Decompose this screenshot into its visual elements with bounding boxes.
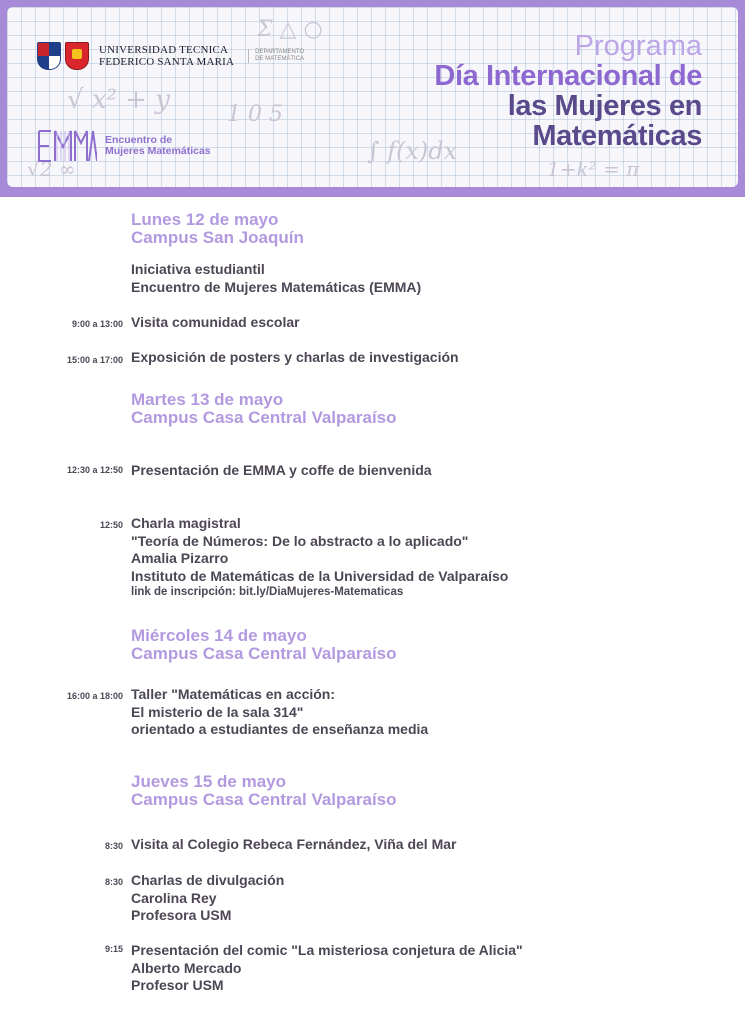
event-time: 8:30	[104, 877, 123, 887]
event-line: Iniciativa estudiantil	[131, 261, 265, 277]
registration-link[interactable]: link de inscripción: bit.ly/DiaMujeres-Matematicas	[131, 586, 404, 598]
title-line4: Matemáticas	[532, 120, 702, 152]
day-date: Jueves 15 de mayo	[131, 772, 286, 791]
day-date: Lunes 12 de mayo	[131, 210, 279, 229]
event-line: Amalia Pizarro	[131, 550, 229, 566]
title-line2: Día Internacional de	[434, 60, 702, 92]
event-time: 12:30 a 12:50	[66, 465, 123, 475]
department-line1: DEPARTAMENTO	[255, 49, 305, 55]
event-time: 8:30	[104, 841, 123, 851]
event-title: Visita al Colegio Rebeca Fernández, Viña del Mar	[131, 836, 457, 852]
event-line: Taller "Matemáticas en acción:	[131, 686, 336, 702]
event-line: Instituto de Matemáticas de la Universidad de Valparaíso	[131, 567, 509, 584]
emma-name-line1: Encuentro de	[105, 134, 173, 146]
department-line2: DE MATEMÁTICA	[255, 56, 305, 62]
event-time: 15:00 a 17:00	[66, 355, 123, 365]
decorative-math-scribble: 1 0 5	[227, 102, 283, 127]
event-time: 9:15	[104, 944, 123, 954]
day-date: Martes 13 de mayo	[131, 390, 284, 409]
decorative-math-scribble: √ x² + y	[67, 85, 170, 115]
title-line3: las Mujeres en	[507, 90, 702, 122]
day-heading-wednesday	[131, 627, 397, 663]
event-line: Profesor USM	[131, 977, 224, 993]
day-heading-thursday	[131, 773, 397, 809]
emma-logo-icon	[37, 129, 97, 163]
event-title: Exposición de posters y charlas de investigación	[131, 349, 459, 365]
event-time: 12:50	[99, 520, 123, 530]
header-banner	[0, 0, 745, 197]
event-line: Encuentro de Mujeres Matemáticas (EMMA)	[131, 278, 422, 295]
event-keynote	[131, 515, 508, 600]
title-program: Programa	[574, 30, 702, 62]
university-name	[99, 44, 234, 68]
day-date: Miércoles 14 de mayo	[131, 626, 307, 645]
event-line: Charlas de divulgación	[131, 872, 285, 888]
university-name-line2: FEDERICO SANTA MARIA	[99, 56, 235, 68]
day-campus: Campus Casa Central Valparaíso	[131, 790, 397, 809]
university-logo	[37, 42, 304, 70]
decorative-math-scribble: Σ △ ○	[257, 17, 323, 42]
graph-paper-background	[7, 7, 738, 187]
day-heading-tuesday	[131, 391, 397, 427]
page-title	[434, 31, 702, 151]
event-line: Profesora USM	[131, 907, 232, 923]
event-line: Charla magistral	[131, 515, 241, 531]
event-time: 9:00 a 13:00	[71, 319, 123, 329]
day-campus: Campus Casa Central Valparaíso	[131, 644, 397, 663]
event-workshop	[131, 686, 428, 739]
decorative-math-scribble: √2 ∞	[27, 157, 76, 181]
emma-name-line2: Mujeres Matemáticas	[105, 145, 211, 157]
event-title: Visita comunidad escolar	[131, 314, 300, 330]
event-line: "Teoría de Números: De lo abstracto a lo aplicado"	[131, 532, 469, 549]
event-line: orientado a estudiantes de enseñanza media	[131, 721, 429, 737]
event-line: Alberto Mercado	[131, 959, 242, 976]
event-line: Carolina Rey	[131, 889, 217, 906]
event-talks	[131, 872, 284, 925]
usm-crest-icon	[65, 42, 89, 70]
event-comic	[131, 942, 523, 995]
event-line: Presentación del comic "La misteriosa conjetura de Alicia"	[131, 942, 523, 958]
event-title: Presentación de EMMA y coffe de bienvenida	[131, 462, 432, 478]
usm-shield-icon	[37, 42, 61, 70]
day-campus: Campus San Joaquín	[131, 228, 304, 247]
university-name-line1: UNIVERSIDAD TECNICA	[99, 44, 229, 56]
day-campus: Campus Casa Central Valparaíso	[131, 408, 397, 427]
event-time: 16:00 a 18:00	[66, 691, 123, 701]
department-name	[248, 49, 304, 63]
emma-name	[105, 135, 211, 157]
decorative-math-scribble: ∫ f(x)dx	[367, 137, 458, 165]
day-heading-monday	[131, 211, 304, 247]
event-line: El misterio de la sala 314"	[131, 703, 304, 720]
emma-logo	[37, 129, 211, 163]
event-intro	[131, 261, 421, 296]
decorative-math-scribble: 1+k² = π	[547, 157, 640, 181]
